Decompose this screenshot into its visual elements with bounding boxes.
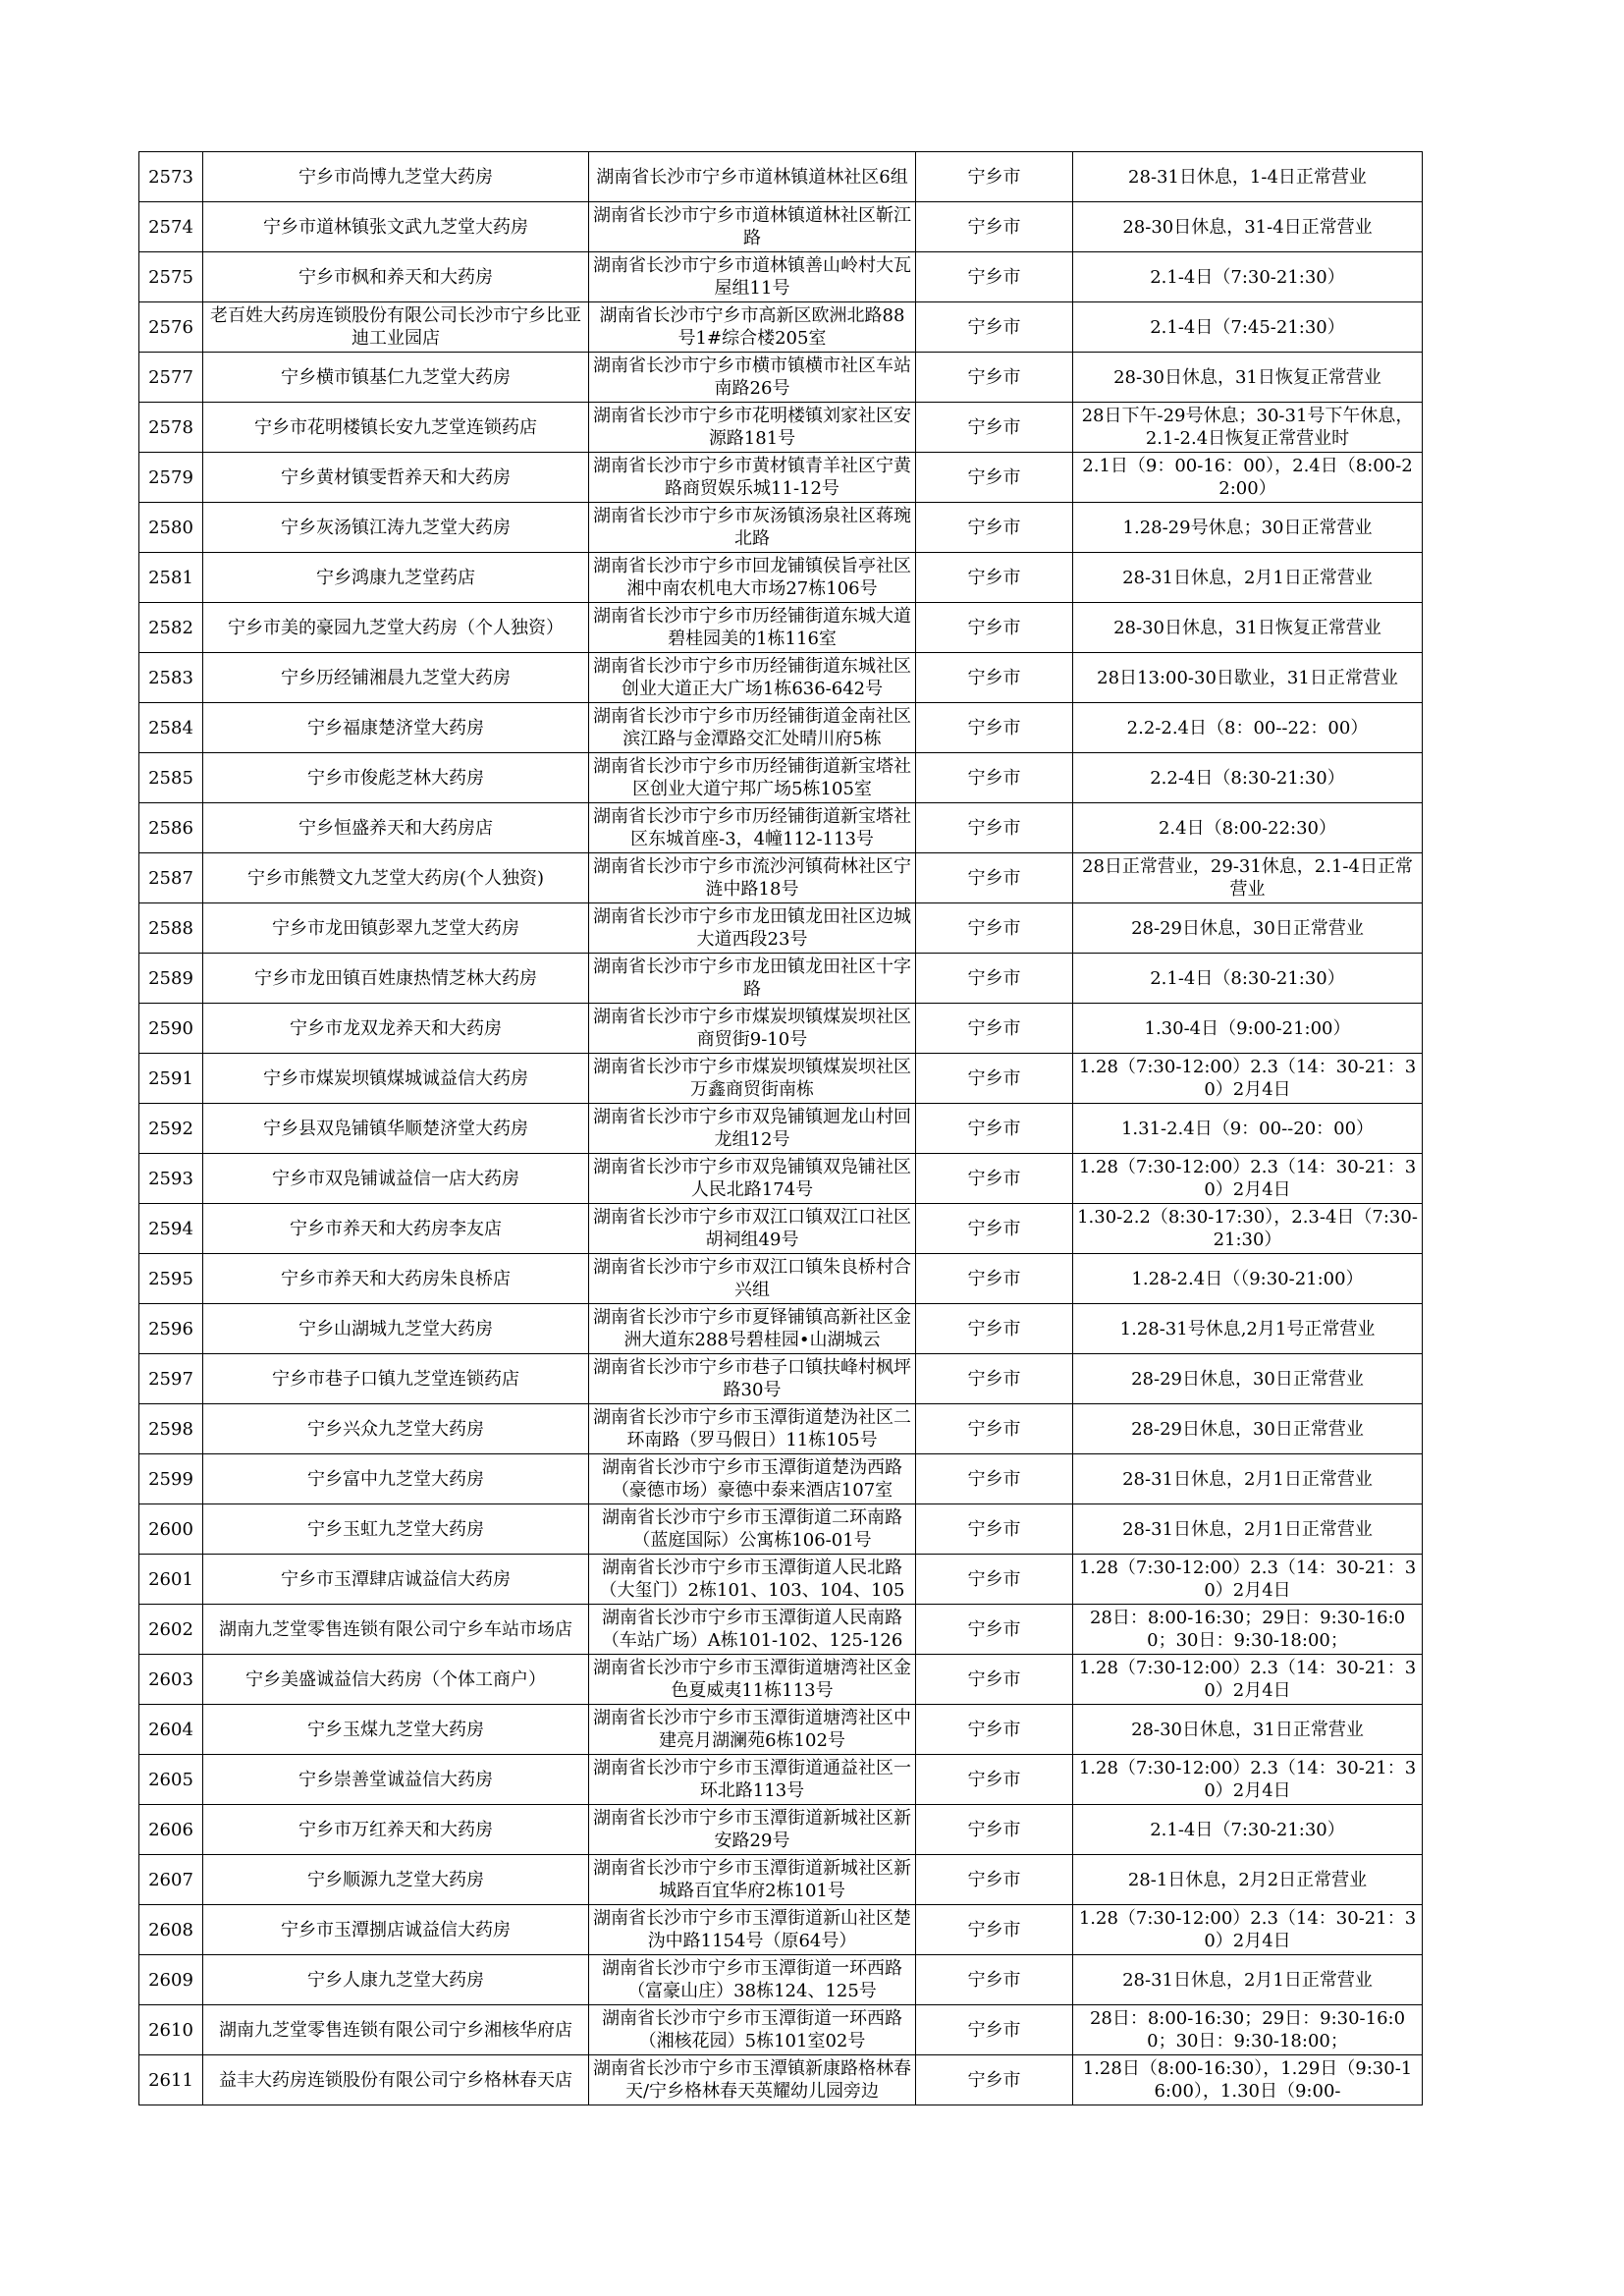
pharmacy-name-cell: 宁乡市俊彪芝林大药房 bbox=[203, 753, 589, 803]
row-number-cell: 2602 bbox=[139, 1605, 203, 1655]
row-number-cell: 2591 bbox=[139, 1054, 203, 1104]
row-number-cell: 2603 bbox=[139, 1655, 203, 1705]
row-number-cell: 2584 bbox=[139, 703, 203, 753]
pharmacy-name-cell: 湖南九芝堂零售连锁有限公司宁乡湘核华府店 bbox=[203, 2005, 589, 2055]
city-cell: 宁乡市 bbox=[916, 1755, 1073, 1805]
business-hours-cell: 28日正常营业，29-31休息，2.1-4日正常营业 bbox=[1073, 853, 1423, 903]
table-row bbox=[139, 1955, 1423, 2005]
row-number-cell: 2600 bbox=[139, 1504, 203, 1555]
table-row bbox=[139, 152, 1423, 202]
city-cell: 宁乡市 bbox=[916, 403, 1073, 453]
city-cell: 宁乡市 bbox=[916, 954, 1073, 1004]
business-hours-cell: 28-31日休息，2月1日正常营业 bbox=[1073, 1454, 1423, 1504]
business-hours-cell: 2.1-4日（7:30-21:30） bbox=[1073, 252, 1423, 302]
city-cell: 宁乡市 bbox=[916, 252, 1073, 302]
table-row bbox=[139, 1004, 1423, 1054]
business-hours-cell: 1.28（7:30-12:00）2.3（14：30-21：30）2月4日 bbox=[1073, 1054, 1423, 1104]
business-hours-cell: 28日13:00-30日歇业，31日正常营业 bbox=[1073, 653, 1423, 703]
row-number-cell: 2573 bbox=[139, 152, 203, 202]
address-cell: 湖南省长沙市宁乡市龙田镇龙田社区十字路 bbox=[589, 954, 916, 1004]
pharmacy-name-cell: 宁乡市尚博九芝堂大药房 bbox=[203, 152, 589, 202]
business-hours-cell: 28日下午-29号休息；30-31号下午休息，2.1-2.4日恢复正常营业时 bbox=[1073, 403, 1423, 453]
business-hours-cell: 28-30日休息，31日恢复正常营业 bbox=[1073, 353, 1423, 403]
city-cell: 宁乡市 bbox=[916, 1354, 1073, 1404]
address-cell: 湖南省长沙市宁乡市玉潭街道塘湾社区金色夏威夷11栋113号 bbox=[589, 1655, 916, 1705]
business-hours-cell: 28日：8:00-16:30；29日：9:30-16:00；30日：9:30-18:00； bbox=[1073, 2005, 1423, 2055]
row-number-cell: 2608 bbox=[139, 1905, 203, 1955]
pharmacy-name-cell: 宁乡玉煤九芝堂大药房 bbox=[203, 1705, 589, 1755]
business-hours-cell: 28-31日休息，2月1日正常营业 bbox=[1073, 1504, 1423, 1555]
address-cell: 湖南省长沙市宁乡市双凫铺镇双凫铺社区人民北路174号 bbox=[589, 1154, 916, 1204]
pharmacy-name-cell: 宁乡市美的豪园九芝堂大药房（个人独资） bbox=[203, 603, 589, 653]
pharmacy-hours-table bbox=[138, 151, 1423, 2105]
city-cell: 宁乡市 bbox=[916, 703, 1073, 753]
city-cell: 宁乡市 bbox=[916, 1254, 1073, 1304]
row-number-cell: 2589 bbox=[139, 954, 203, 1004]
address-cell: 湖南省长沙市宁乡市玉潭街道通益社区一环北路113号 bbox=[589, 1755, 916, 1805]
pharmacy-name-cell: 宁乡市养天和大药房朱良桥店 bbox=[203, 1254, 589, 1304]
table-row bbox=[139, 1504, 1423, 1555]
business-hours-cell: 28-31日休息，2月1日正常营业 bbox=[1073, 1955, 1423, 2005]
pharmacy-name-cell: 宁乡福康楚济堂大药房 bbox=[203, 703, 589, 753]
city-cell: 宁乡市 bbox=[916, 353, 1073, 403]
pharmacy-name-cell: 宁乡历经铺湘晨九芝堂大药房 bbox=[203, 653, 589, 703]
row-number-cell: 2592 bbox=[139, 1104, 203, 1154]
table-row bbox=[139, 703, 1423, 753]
row-number-cell: 2587 bbox=[139, 853, 203, 903]
address-cell: 湖南省长沙市宁乡市玉潭街道新山社区楚沩中路1154号（原64号） bbox=[589, 1905, 916, 1955]
address-cell: 湖南省长沙市宁乡市道林镇善山岭村大瓦屋组11号 bbox=[589, 252, 916, 302]
business-hours-cell: 28-30日休息，31日正常营业 bbox=[1073, 1705, 1423, 1755]
row-number-cell: 2586 bbox=[139, 803, 203, 853]
pharmacy-name-cell: 宁乡县双凫铺镇华顺楚济堂大药房 bbox=[203, 1104, 589, 1154]
address-cell: 湖南省长沙市宁乡市玉潭街道人民南路（车站广场）A栋101-102、125-126 bbox=[589, 1605, 916, 1655]
business-hours-cell: 28-29日休息，30日正常营业 bbox=[1073, 1404, 1423, 1454]
city-cell: 宁乡市 bbox=[916, 1504, 1073, 1555]
pharmacy-name-cell: 宁乡市巷子口镇九芝堂连锁药店 bbox=[203, 1354, 589, 1404]
table-row bbox=[139, 353, 1423, 403]
row-number-cell: 2605 bbox=[139, 1755, 203, 1805]
table-row bbox=[139, 2055, 1423, 2105]
row-number-cell: 2611 bbox=[139, 2055, 203, 2105]
pharmacy-name-cell: 宁乡鸿康九芝堂药店 bbox=[203, 553, 589, 603]
address-cell: 湖南省长沙市宁乡市夏铎铺镇高新社区金洲大道东288号碧桂园•山湖城云 bbox=[589, 1304, 916, 1354]
pharmacy-name-cell: 宁乡恒盛养天和大药房店 bbox=[203, 803, 589, 853]
pharmacy-name-cell: 宁乡市玉潭捌店诚益信大药房 bbox=[203, 1905, 589, 1955]
address-cell: 湖南省长沙市宁乡市玉潭街道人民北路（大玺门）2栋101、103、104、105 bbox=[589, 1555, 916, 1605]
pharmacy-name-cell: 宁乡黄材镇雯哲养天和大药房 bbox=[203, 453, 589, 503]
business-hours-cell: 1.28-31号休息,2月1号正常营业 bbox=[1073, 1304, 1423, 1354]
business-hours-cell: 2.4日（8:00-22:30） bbox=[1073, 803, 1423, 853]
business-hours-cell: 28-30日休息，31日恢复正常营业 bbox=[1073, 603, 1423, 653]
table-row bbox=[139, 1054, 1423, 1104]
table-row bbox=[139, 1454, 1423, 1504]
pharmacy-name-cell: 宁乡山湖城九芝堂大药房 bbox=[203, 1304, 589, 1354]
row-number-cell: 2575 bbox=[139, 252, 203, 302]
city-cell: 宁乡市 bbox=[916, 653, 1073, 703]
pharmacy-name-cell: 宁乡市养天和大药房李友店 bbox=[203, 1204, 589, 1254]
pharmacy-name-cell: 宁乡灰汤镇江涛九芝堂大药房 bbox=[203, 503, 589, 553]
pharmacy-name-cell: 宁乡市煤炭坝镇煤城诚益信大药房 bbox=[203, 1054, 589, 1104]
row-number-cell: 2578 bbox=[139, 403, 203, 453]
address-cell: 湖南省长沙市宁乡市历经铺街道东城大道碧桂园美的1栋116室 bbox=[589, 603, 916, 653]
row-number-cell: 2599 bbox=[139, 1454, 203, 1504]
address-cell: 湖南省长沙市宁乡市灰汤镇汤泉社区蒋琬北路 bbox=[589, 503, 916, 553]
pharmacy-name-cell: 老百姓大药房连锁股份有限公司长沙市宁乡比亚迪工业园店 bbox=[203, 302, 589, 353]
table-row bbox=[139, 1605, 1423, 1655]
business-hours-cell: 2.2-2.4日（8：00--22：00） bbox=[1073, 703, 1423, 753]
address-cell: 湖南省长沙市宁乡市道林镇道林社区靳江路 bbox=[589, 202, 916, 252]
table-row bbox=[139, 903, 1423, 954]
pharmacy-name-cell: 宁乡市双凫铺诚益信一店大药房 bbox=[203, 1154, 589, 1204]
table-row bbox=[139, 202, 1423, 252]
table-row bbox=[139, 553, 1423, 603]
address-cell: 湖南省长沙市宁乡市高新区欧洲北路88号1#综合楼205室 bbox=[589, 302, 916, 353]
table-row bbox=[139, 853, 1423, 903]
table-row bbox=[139, 1805, 1423, 1855]
address-cell: 湖南省长沙市宁乡市煤炭坝镇煤炭坝社区万鑫商贸街南栋 bbox=[589, 1054, 916, 1104]
address-cell: 湖南省长沙市宁乡市黄材镇青羊社区宁黄路商贸娱乐城11-12号 bbox=[589, 453, 916, 503]
row-number-cell: 2590 bbox=[139, 1004, 203, 1054]
row-number-cell: 2607 bbox=[139, 1855, 203, 1905]
city-cell: 宁乡市 bbox=[916, 1154, 1073, 1204]
address-cell: 湖南省长沙市宁乡市玉潭街道一环西路（湘核花园）5栋101室02号 bbox=[589, 2005, 916, 2055]
table-row bbox=[139, 1655, 1423, 1705]
row-number-cell: 2601 bbox=[139, 1555, 203, 1605]
address-cell: 湖南省长沙市宁乡市玉潭街道一环西路（富豪山庄）38栋124、125号 bbox=[589, 1955, 916, 2005]
row-number-cell: 2610 bbox=[139, 2005, 203, 2055]
city-cell: 宁乡市 bbox=[916, 1605, 1073, 1655]
address-cell: 湖南省长沙市宁乡市花明楼镇刘家社区安源路181号 bbox=[589, 403, 916, 453]
pharmacy-name-cell: 宁乡顺源九芝堂大药房 bbox=[203, 1855, 589, 1905]
address-cell: 湖南省长沙市宁乡市玉潭街道楚沩西路（豪德市场）豪德中泰来酒店107室 bbox=[589, 1454, 916, 1504]
table-row bbox=[139, 1855, 1423, 1905]
business-hours-cell: 2.1-4日（8:30-21:30） bbox=[1073, 954, 1423, 1004]
business-hours-cell: 28日：8:00-16:30；29日：9:30-16:00；30日：9:30-18:00； bbox=[1073, 1605, 1423, 1655]
table-row bbox=[139, 2005, 1423, 2055]
row-number-cell: 2606 bbox=[139, 1805, 203, 1855]
table-row bbox=[139, 603, 1423, 653]
city-cell: 宁乡市 bbox=[916, 202, 1073, 252]
address-cell: 湖南省长沙市宁乡市煤炭坝镇煤炭坝社区商贸街9-10号 bbox=[589, 1004, 916, 1054]
address-cell: 湖南省长沙市宁乡市历经铺街道新宝塔社区创业大道宁邦广场5栋105室 bbox=[589, 753, 916, 803]
pharmacy-name-cell: 宁乡市枫和养天和大药房 bbox=[203, 252, 589, 302]
pharmacy-name-cell: 宁乡市龙田镇百姓康热情芝林大药房 bbox=[203, 954, 589, 1004]
table-row bbox=[139, 954, 1423, 1004]
business-hours-cell: 1.28（7:30-12:00）2.3（14：30-21：30）2月4日 bbox=[1073, 1905, 1423, 1955]
business-hours-cell: 1.28（7:30-12:00）2.3（14：30-21：30）2月4日 bbox=[1073, 1555, 1423, 1605]
pharmacy-name-cell: 宁乡玉虹九芝堂大药房 bbox=[203, 1504, 589, 1555]
row-number-cell: 2583 bbox=[139, 653, 203, 703]
city-cell: 宁乡市 bbox=[916, 2055, 1073, 2105]
business-hours-cell: 28-29日休息，30日正常营业 bbox=[1073, 903, 1423, 954]
business-hours-cell: 1.31-2.4日（9：00--20：00） bbox=[1073, 1104, 1423, 1154]
table-row bbox=[139, 1304, 1423, 1354]
address-cell: 湖南省长沙市宁乡市历经铺街道新宝塔社区东城首座-3，4幢112-113号 bbox=[589, 803, 916, 853]
address-cell: 湖南省长沙市宁乡市巷子口镇扶峰村枫坪路30号 bbox=[589, 1354, 916, 1404]
business-hours-cell: 28-31日休息，2月1日正常营业 bbox=[1073, 553, 1423, 603]
pharmacy-name-cell: 宁乡市龙双龙养天和大药房 bbox=[203, 1004, 589, 1054]
address-cell: 湖南省长沙市宁乡市玉潭街道新城社区新城路百宜华府2栋101号 bbox=[589, 1855, 916, 1905]
address-cell: 湖南省长沙市宁乡市历经铺街道金南社区滨江路与金潭路交汇处晴川府5栋 bbox=[589, 703, 916, 753]
table-row bbox=[139, 403, 1423, 453]
pharmacy-name-cell: 宁乡市万红养天和大药房 bbox=[203, 1805, 589, 1855]
pharmacy-name-cell: 宁乡市玉潭肆店诚益信大药房 bbox=[203, 1555, 589, 1605]
row-number-cell: 2585 bbox=[139, 753, 203, 803]
city-cell: 宁乡市 bbox=[916, 503, 1073, 553]
address-cell: 湖南省长沙市宁乡市道林镇道林社区6组 bbox=[589, 152, 916, 202]
table-row bbox=[139, 302, 1423, 353]
row-number-cell: 2597 bbox=[139, 1354, 203, 1404]
table-row bbox=[139, 1555, 1423, 1605]
address-cell: 湖南省长沙市宁乡市历经铺街道东城社区创业大道正大广场1栋636-642号 bbox=[589, 653, 916, 703]
table-row bbox=[139, 1705, 1423, 1755]
pharmacy-name-cell: 宁乡市花明楼镇长安九芝堂连锁药店 bbox=[203, 403, 589, 453]
row-number-cell: 2604 bbox=[139, 1705, 203, 1755]
table-row bbox=[139, 252, 1423, 302]
address-cell: 湖南省长沙市宁乡市玉潭镇新康路格林春天/宁乡格林春天英耀幼儿园旁边 bbox=[589, 2055, 916, 2105]
row-number-cell: 2574 bbox=[139, 202, 203, 252]
row-number-cell: 2576 bbox=[139, 302, 203, 353]
city-cell: 宁乡市 bbox=[916, 1004, 1073, 1054]
pharmacy-name-cell: 益丰大药房连锁股份有限公司宁乡格林春天店 bbox=[203, 2055, 589, 2105]
pharmacy-name-cell: 湖南九芝堂零售连锁有限公司宁乡车站市场店 bbox=[203, 1605, 589, 1655]
table-row bbox=[139, 453, 1423, 503]
table-row bbox=[139, 1755, 1423, 1805]
address-cell: 湖南省长沙市宁乡市双江口镇朱良桥村合兴组 bbox=[589, 1254, 916, 1304]
row-number-cell: 2609 bbox=[139, 1955, 203, 2005]
pharmacy-name-cell: 宁乡人康九芝堂大药房 bbox=[203, 1955, 589, 2005]
address-cell: 湖南省长沙市宁乡市回龙铺镇侯旨亭社区湘中南农机电大市场27栋106号 bbox=[589, 553, 916, 603]
address-cell: 湖南省长沙市宁乡市玉潭街道二环南路（蓝庭国际）公寓栋106-01号 bbox=[589, 1504, 916, 1555]
business-hours-cell: 1.28-2.4日（（9:30-21:00） bbox=[1073, 1254, 1423, 1304]
business-hours-cell: 1.28日（8:00-16:30），1.29日（9:30-16:00），1.30日（9:00- bbox=[1073, 2055, 1423, 2105]
row-number-cell: 2577 bbox=[139, 353, 203, 403]
business-hours-cell: 1.28（7:30-12:00）2.3（14：30-21：30）2月4日 bbox=[1073, 1655, 1423, 1705]
city-cell: 宁乡市 bbox=[916, 603, 1073, 653]
business-hours-cell: 28-1日休息，2月2日正常营业 bbox=[1073, 1855, 1423, 1905]
city-cell: 宁乡市 bbox=[916, 803, 1073, 853]
business-hours-cell: 1.30-2.2（8:30-17:30），2.3-4日（7:30-21:30） bbox=[1073, 1204, 1423, 1254]
city-cell: 宁乡市 bbox=[916, 1204, 1073, 1254]
pharmacy-name-cell: 宁乡崇善堂诚益信大药房 bbox=[203, 1755, 589, 1805]
city-cell: 宁乡市 bbox=[916, 853, 1073, 903]
table-row bbox=[139, 1354, 1423, 1404]
address-cell: 湖南省长沙市宁乡市龙田镇龙田社区边城大道西段23号 bbox=[589, 903, 916, 954]
city-cell: 宁乡市 bbox=[916, 1555, 1073, 1605]
city-cell: 宁乡市 bbox=[916, 1955, 1073, 2005]
business-hours-cell: 1.28-29号休息；30日正常营业 bbox=[1073, 503, 1423, 553]
table-row bbox=[139, 1204, 1423, 1254]
row-number-cell: 2596 bbox=[139, 1304, 203, 1354]
table-row bbox=[139, 1905, 1423, 1955]
city-cell: 宁乡市 bbox=[916, 903, 1073, 954]
city-cell: 宁乡市 bbox=[916, 1454, 1073, 1504]
table-row bbox=[139, 753, 1423, 803]
city-cell: 宁乡市 bbox=[916, 453, 1073, 503]
row-number-cell: 2595 bbox=[139, 1254, 203, 1304]
row-number-cell: 2594 bbox=[139, 1204, 203, 1254]
row-number-cell: 2582 bbox=[139, 603, 203, 653]
row-number-cell: 2588 bbox=[139, 903, 203, 954]
table-row bbox=[139, 653, 1423, 703]
city-cell: 宁乡市 bbox=[916, 1404, 1073, 1454]
address-cell: 湖南省长沙市宁乡市流沙河镇荷林社区宁涟中路18号 bbox=[589, 853, 916, 903]
city-cell: 宁乡市 bbox=[916, 1054, 1073, 1104]
table-row bbox=[139, 1104, 1423, 1154]
pharmacy-name-cell: 宁乡富中九芝堂大药房 bbox=[203, 1454, 589, 1504]
business-hours-cell: 2.2-4日（8:30-21:30） bbox=[1073, 753, 1423, 803]
row-number-cell: 2579 bbox=[139, 453, 203, 503]
pharmacy-name-cell: 宁乡横市镇基仁九芝堂大药房 bbox=[203, 353, 589, 403]
address-cell: 湖南省长沙市宁乡市双凫铺镇迴龙山村回龙组12号 bbox=[589, 1104, 916, 1154]
row-number-cell: 2593 bbox=[139, 1154, 203, 1204]
city-cell: 宁乡市 bbox=[916, 1304, 1073, 1354]
city-cell: 宁乡市 bbox=[916, 753, 1073, 803]
business-hours-cell: 2.1日（9：00-16：00），2.4日（8:00-22:00） bbox=[1073, 453, 1423, 503]
pharmacy-name-cell: 宁乡美盛诚益信大药房（个体工商户） bbox=[203, 1655, 589, 1705]
pharmacy-name-cell: 宁乡市道林镇张文武九芝堂大药房 bbox=[203, 202, 589, 252]
table-row bbox=[139, 803, 1423, 853]
pharmacy-name-cell: 宁乡兴众九芝堂大药房 bbox=[203, 1404, 589, 1454]
business-hours-cell: 28-29日休息，30日正常营业 bbox=[1073, 1354, 1423, 1404]
city-cell: 宁乡市 bbox=[916, 302, 1073, 353]
city-cell: 宁乡市 bbox=[916, 1104, 1073, 1154]
pharmacy-name-cell: 宁乡市龙田镇彭翠九芝堂大药房 bbox=[203, 903, 589, 954]
city-cell: 宁乡市 bbox=[916, 152, 1073, 202]
city-cell: 宁乡市 bbox=[916, 553, 1073, 603]
business-hours-cell: 1.28（7:30-12:00）2.3（14：30-21：30）2月4日 bbox=[1073, 1755, 1423, 1805]
business-hours-cell: 2.1-4日（7:45-21:30） bbox=[1073, 302, 1423, 353]
business-hours-cell: 1.28（7:30-12:00）2.3（14：30-21：30）2月4日 bbox=[1073, 1154, 1423, 1204]
city-cell: 宁乡市 bbox=[916, 1655, 1073, 1705]
business-hours-cell: 28-30日休息，31-4日正常营业 bbox=[1073, 202, 1423, 252]
row-number-cell: 2581 bbox=[139, 553, 203, 603]
row-number-cell: 2598 bbox=[139, 1404, 203, 1454]
business-hours-cell: 28-31日休息，1-4日正常营业 bbox=[1073, 152, 1423, 202]
table-row bbox=[139, 1254, 1423, 1304]
city-cell: 宁乡市 bbox=[916, 1805, 1073, 1855]
business-hours-cell: 1.30-4日（9:00-21:00） bbox=[1073, 1004, 1423, 1054]
table-row bbox=[139, 1154, 1423, 1204]
address-cell: 湖南省长沙市宁乡市横市镇横市社区车站南路26号 bbox=[589, 353, 916, 403]
city-cell: 宁乡市 bbox=[916, 1705, 1073, 1755]
pharmacy-name-cell: 宁乡市熊赞文九芝堂大药房(个人独资) bbox=[203, 853, 589, 903]
business-hours-cell: 2.1-4日（7:30-21:30） bbox=[1073, 1805, 1423, 1855]
table-row bbox=[139, 1404, 1423, 1454]
city-cell: 宁乡市 bbox=[916, 1905, 1073, 1955]
address-cell: 湖南省长沙市宁乡市玉潭街道新城社区新安路29号 bbox=[589, 1805, 916, 1855]
table-body bbox=[139, 152, 1423, 2105]
row-number-cell: 2580 bbox=[139, 503, 203, 553]
address-cell: 湖南省长沙市宁乡市玉潭街道楚沩社区二环南路（罗马假日）11栋105号 bbox=[589, 1404, 916, 1454]
pharmacy-table-sheet bbox=[138, 151, 1423, 2105]
city-cell: 宁乡市 bbox=[916, 2005, 1073, 2055]
city-cell: 宁乡市 bbox=[916, 1855, 1073, 1905]
address-cell: 湖南省长沙市宁乡市玉潭街道塘湾社区中建亮月湖澜苑6栋102号 bbox=[589, 1705, 916, 1755]
address-cell: 湖南省长沙市宁乡市双江口镇双江口社区胡祠组49号 bbox=[589, 1204, 916, 1254]
table-row bbox=[139, 503, 1423, 553]
